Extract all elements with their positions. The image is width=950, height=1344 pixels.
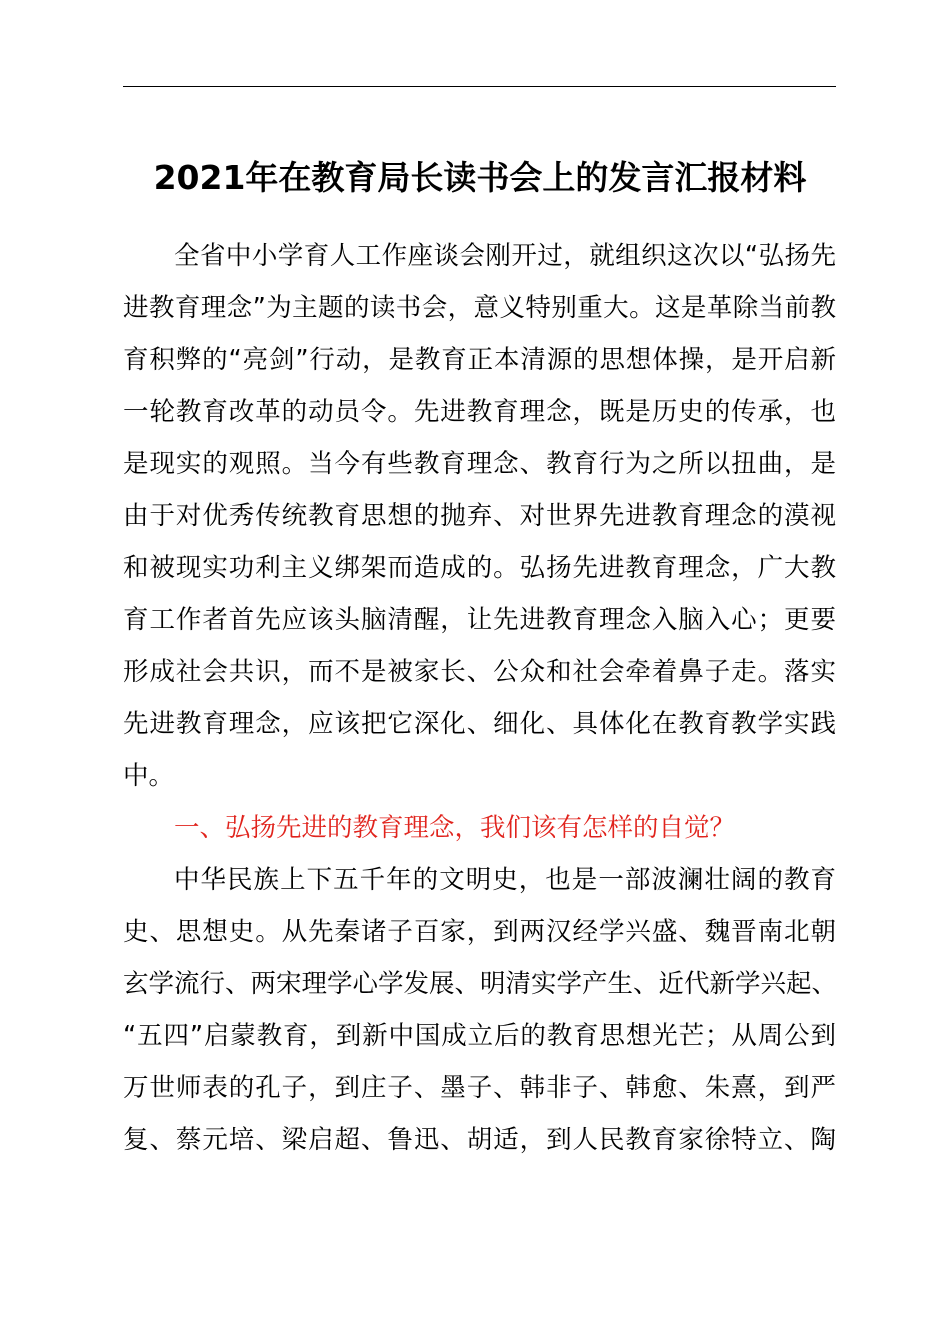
paragraph-line: 育积弊的“亮剑”行动，是教育正本清源的思想体操，是开启新 bbox=[123, 345, 836, 375]
paragraph-line: 玄学流行、两宋理学心学发展、明清实学产生、近代新学兴起、 bbox=[123, 969, 838, 999]
section-heading bbox=[123, 802, 836, 854]
paragraph-history bbox=[123, 854, 836, 1166]
paragraph-line: 是现实的观照。当今有些教育理念、教育行为之所以扭曲，是 bbox=[123, 449, 836, 479]
paragraph-line: 中。 bbox=[123, 761, 175, 791]
paragraph-line: 史、思想史。从先秦诸子百家，到两汉经学兴盛、魏晋南北朝 bbox=[123, 917, 836, 947]
paragraph-intro bbox=[123, 230, 836, 802]
paragraph-line: 中华民族上下五千年的文明史，也是一部波澜壮阔的教育 bbox=[174, 865, 836, 895]
paragraph-line: 全省中小学育人工作座谈会刚开过，就组织这次以“弘扬先 bbox=[174, 241, 836, 271]
paragraph-line: 形成社会共识，而不是被家长、公众和社会牵着鼻子走。落实 bbox=[123, 657, 836, 687]
paragraph-line: 和被现实功利主义绑架而造成的。弘扬先进教育理念，广大教 bbox=[123, 553, 836, 583]
paragraph-line: “五四”启蒙教育，到新中国成立后的教育思想光芒；从周公到 bbox=[123, 1021, 836, 1051]
paragraph-line: 一轮教育改革的动员令。先进教育理念，既是历史的传承，也 bbox=[123, 397, 836, 427]
paragraph-line: 进教育理念”为主题的读书会，意义特别重大。这是革除当前教 bbox=[123, 293, 836, 323]
paragraph-line: 育工作者首先应该头脑清醒，让先进教育理念入脑入心；更要 bbox=[123, 605, 836, 635]
document-title: 2021年在教育局长读书会上的发言汇报材料 bbox=[153, 158, 807, 197]
paragraph-line: 先进教育理念，应该把它深化、细化、具体化在教育教学实践 bbox=[123, 709, 836, 739]
section-heading-text: 一、弘扬先进的教育理念，我们该有怎样的自觉？ bbox=[174, 813, 736, 843]
top-rule bbox=[123, 86, 836, 87]
paragraph-line: 由于对优秀传统教育思想的抛弃、对世界先进教育理念的漠视 bbox=[123, 501, 836, 531]
paragraph-line: 万世师表的孔子，到庄子、墨子、韩非子、韩愈、朱熹，到严 bbox=[123, 1073, 836, 1103]
paragraph-line: 复、蔡元培、梁启超、鲁迅、胡适，到人民教育家徐特立、陶 bbox=[123, 1125, 836, 1155]
